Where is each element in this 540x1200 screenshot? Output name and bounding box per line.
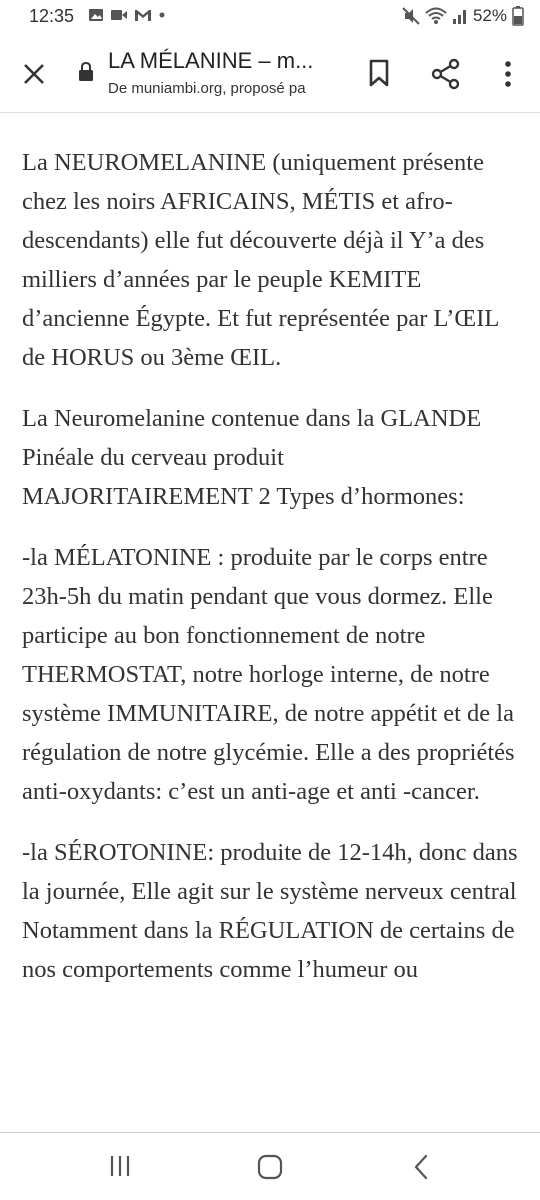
- system-nav-bar: [0, 1133, 540, 1200]
- article-content[interactable]: [0, 113, 540, 1133]
- browser-toolbar: [0, 36, 540, 112]
- mute-icon: [402, 7, 420, 25]
- wifi-icon: [425, 7, 447, 25]
- article-paragraph: La Neuromelanine contenue dans la GLANDE Pinéale du cerveau produit MAJORITAIREMENT 2 Types d’hormones:: [22, 405, 482, 510]
- battery-icon: [512, 6, 524, 26]
- video-icon: [110, 8, 128, 22]
- page-title: LA MÉLANINE – m...: [108, 48, 314, 73]
- article-paragraph: -la SÉROTONINE: produite de 12-14h, donc dans la journée, Elle agit sur le système nerveux central Notamment dans la RÉGULATION de certains de nos comportements comme l’humeur ou: [22, 839, 518, 983]
- signal-icon: [452, 7, 468, 25]
- status-time: 12:35: [29, 6, 75, 26]
- home-icon[interactable]: [256, 1153, 284, 1181]
- back-icon[interactable]: [410, 1153, 432, 1181]
- close-icon[interactable]: [18, 58, 50, 90]
- recents-icon[interactable]: [106, 1153, 134, 1179]
- bookmark-icon[interactable]: [364, 58, 394, 88]
- gmail-icon: [134, 8, 152, 22]
- dot-icon: [158, 8, 166, 22]
- article-paragraph: -la MÉLATONINE : produite par le corps entre 23h-5h du matin pendant que vous dormez. Elle participe au bon fonctionnement de notre THERMOSTAT, notre horloge interne, de notre système IMMUNITAIRE, de notre appétit et de la régulation de notre glycémie. Elle a des propriétés anti-oxydants: c’est un anti-age et anti -cancer.: [22, 544, 515, 805]
- page-source: De muniambi.org, proposé pa: [108, 80, 306, 97]
- system-icons: [402, 6, 524, 26]
- share-icon[interactable]: [430, 58, 462, 90]
- battery-percent: 52%: [472, 6, 507, 25]
- notification-icons: [88, 8, 166, 22]
- gallery-icon: [88, 8, 104, 22]
- more-vert-icon[interactable]: [496, 58, 520, 90]
- lock-icon: [78, 62, 94, 82]
- article-paragraph: La NEUROMELANINE (uniquement présente chez les noirs AFRICAINS, MÉTIS et afro-descendants) elle fut découverte déjà il Y’a des milliers d’années par le peuple KEMITE d’ancienne Égypte. Et fut représentée par L’ŒIL de HORUS ou 3ème ŒIL.: [22, 149, 499, 371]
- article-body: [0, 113, 540, 989]
- status-bar: [0, 0, 540, 36]
